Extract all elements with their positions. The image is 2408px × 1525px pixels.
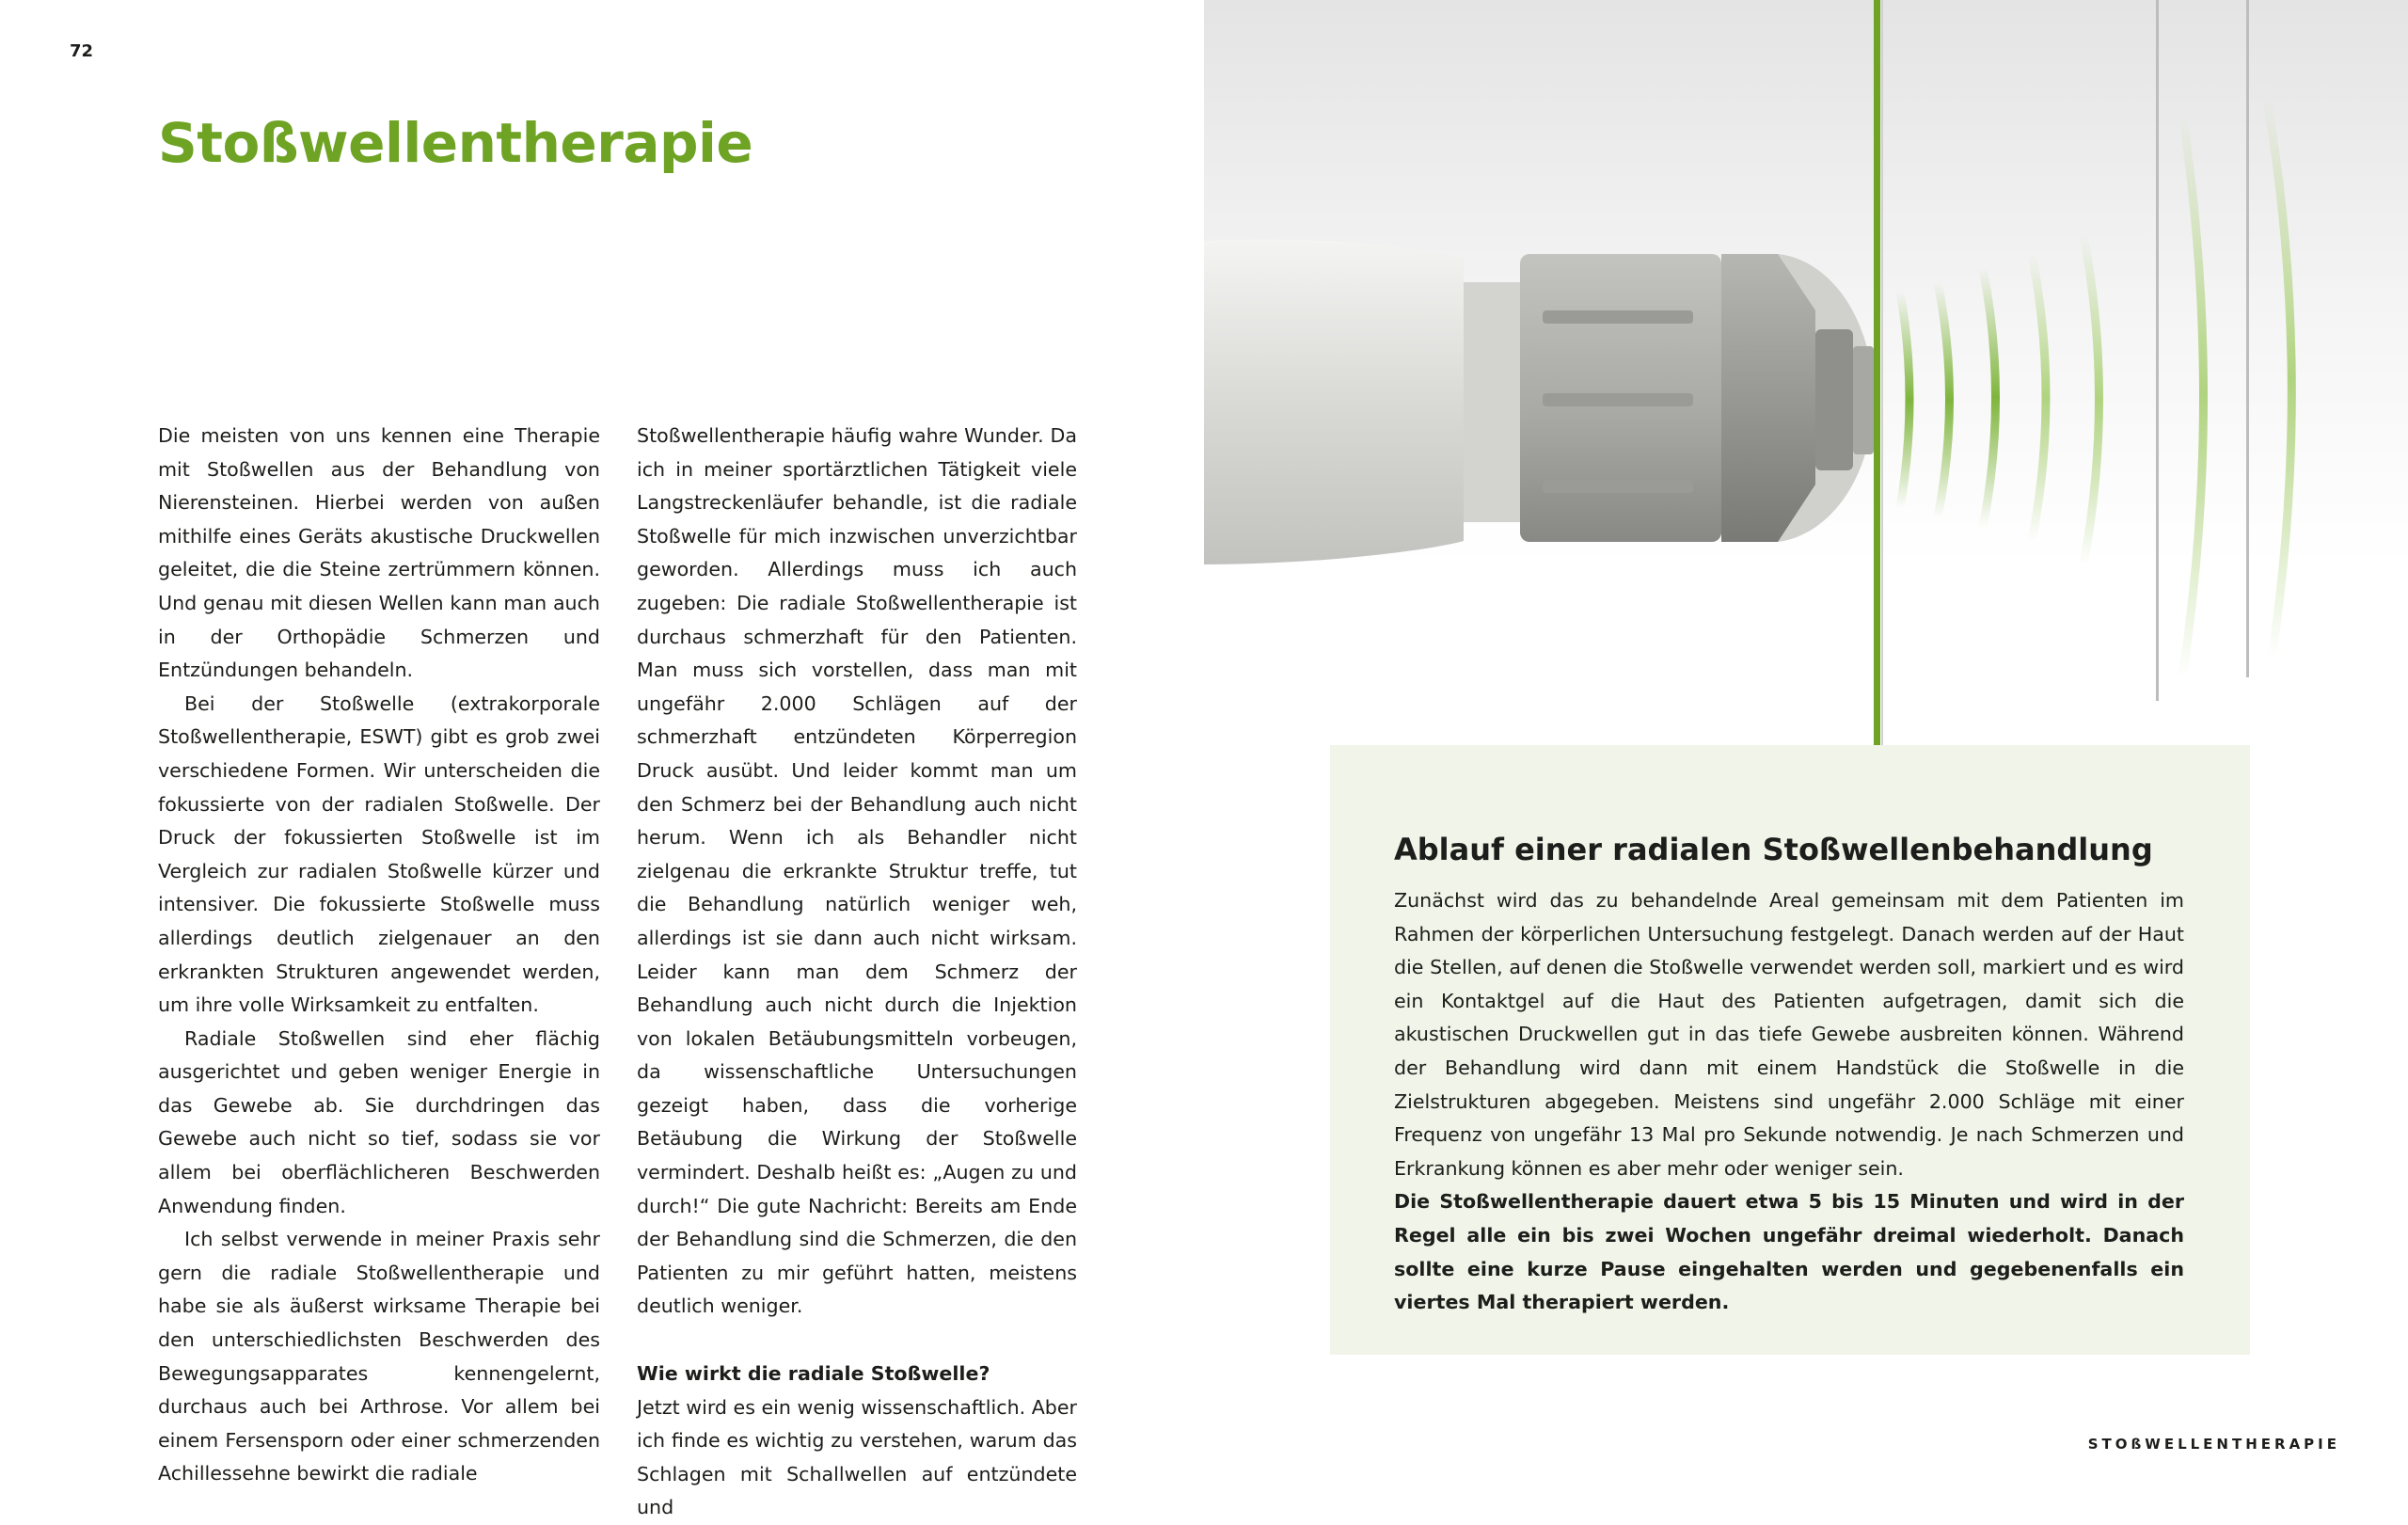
paragraph: Ich selbst verwende in meiner Praxis sehr gern die radiale Stoßwellentherapie und habe sie als äußerst wirksame Therapie bei den unterschiedlichsten Beschwerden des Bewegungsapparates kennengelernt, durchaus auch bei Arthrose. Vor allem bei einem Fersensporn oder einer schmerzenden Achillessehne bewirkt die radiale: [158, 1228, 600, 1485]
paragraph: Jetzt wird es ein wenig wissenschaftlich. Aber ich finde es wichtig zu verstehen, warum das Schlagen mit Schallwellen auf entzündete und: [637, 1395, 1078, 1519]
running-footer: STOßWELLENTHERAPIE: [2087, 1436, 2340, 1453]
paragraph: Radiale Stoßwellen sind eher flächig ausgerichtet und geben weniger Energie in das Gewebe ab. Sie durchdringen das Gewebe auch nicht so tief, sodass sie vor allem bei oberflächlicheren Beschwerden Anwendung finden.: [158, 1026, 600, 1217]
page-number-left: 72: [70, 41, 94, 61]
paragraph: Die meisten von uns kennen eine Therapie mit Stoßwellen aus der Behandlung von Nierensteinen. Hierbei werden von außen mithilfe eines Geräts akustische Druckwellen geleitet, die die Steine zertrümmern können. Und genau mit diesen Wellen kann man auch in der Orthopädie Schmerzen und Entzündungen behandeln.: [158, 424, 600, 682]
shockwave-applicator-icon: [1204, 0, 2408, 753]
info-box: [1330, 745, 2250, 1355]
text-column-middle: [637, 420, 1077, 1525]
page-title: Stoßwellentherapie: [158, 111, 753, 175]
paragraph: Stoßwellentherapie häufig wahre Wunder. Da ich in meiner sportärztlichen Tätigkeit viele Langstreckenläufer behandle, ist die radiale Stoßwelle für mich inzwischen unverzichtbar geworden. Allerdings muss ich auch zugeben: Die radiale Stoßwellentherapie ist durchaus schmerzhaft für den Patienten. Man muss sich vorstellen, dass man mit ungefähr 2.000 Schlägen auf der schmerzhaft entzündeten Körperregion Druck ausübt. Und leider kommt man um den Schmerz bei der Behandlung auch nicht herum. Wenn ich als Behandler nicht zielgenau die erkrankte Struktur treffe, tut die Behandlung natürlich weniger weh, allerdings ist sie dann auch nicht wirksam. Leider kann man dem Schmerz der Behandlung auch nicht durch die Injektion von lokalen Betäubungsmitteln vorbeugen, da wissenschaftliche Untersuchungen gezeigt haben, dass die vorherige Betäubung die Wirkung der Stoßwelle vermindert. Deshalb heißt es: „Augen zu und durch!“ Die gute Nachricht: Bereits am Ende der Behandlung sind die Schmerzen, die den Patienten zu mir geführt hatten, meistens deutlich weniger.: [637, 424, 1077, 1318]
info-box-text: [1394, 884, 2184, 1320]
paragraph: Bei der Stoßwelle (extrakorporale Stoßwellentherapie, ESWT) gibt es grob zwei verschiedene Formen. Wir unterscheiden die fokussierte von der radialen Stoßwelle. Der Druck der fokussierten Stoßwelle ist im Vergleich zur radialen Stoßwelle kürzer und intensiver. Die fokussierte Stoßwelle muss allerdings deutlich zielgenauer an den erkrankten Strukturen angewendet werden, um ihre volle Wirksamkeit zu entfalten.: [158, 691, 600, 1017]
text-column-left: [158, 420, 600, 1491]
info-box-title: Ablauf einer radialen Stoßwellenbehandlung: [1394, 832, 2153, 867]
paragraph-bold: Die Stoßwellentherapie dauert etwa 5 bis 15 Minuten und wird in der Regel alle ein bis zwei Wochen ungefähr dreimal wiederholt. Danach sollte eine kurze Pause eingehalten werden und gegebenenfalls ein viertes Mal therapiert werden.: [1394, 1190, 2184, 1314]
paragraph: Zunächst wird das zu behandelnde Areal gemeinsam mit dem Patienten im Rahmen der körperlichen Untersuchung festgelegt. Danach werden auf der Haut die Stellen, auf denen die Stoßwelle verwendet werden soll, markiert und es wird ein Kontaktgel auf die Haut des Patienten aufgetragen, damit sich die akustischen Druckwellen gut in das tiefe Gewebe ausbreiten können. Während der Behandlung wird dann mit einem Handstück die Stoßwelle in die Zielstrukturen abgegeben. Meistens sind ungefähr 2.000 Schläge mit einer Frequenz von ungefähr 13 Mal pro Sekunde notwendig. Je nach Schmerzen und Erkrankung können es aber mehr oder weniger sein.: [1394, 889, 2184, 1180]
section-heading: Wie wirkt die radiale Stoßwelle?: [637, 1362, 990, 1386]
